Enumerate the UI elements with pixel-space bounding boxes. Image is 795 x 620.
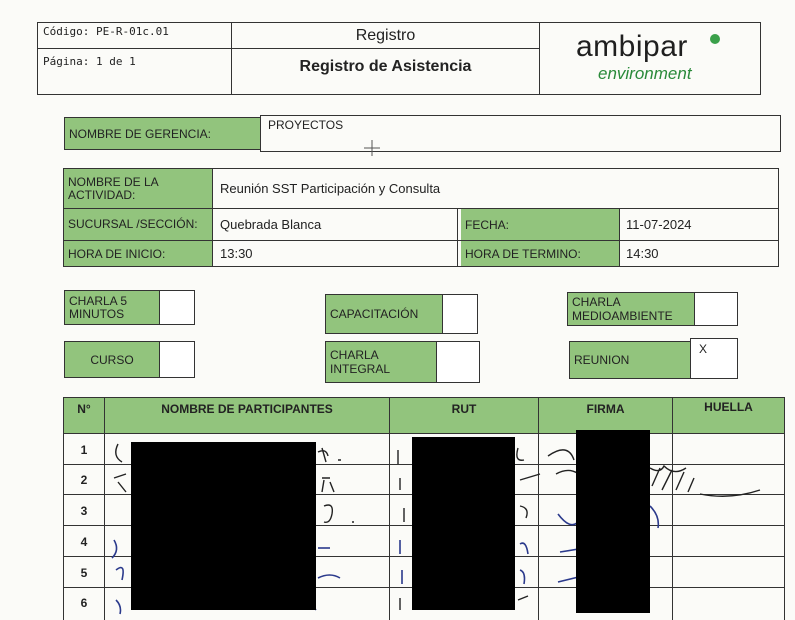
row-number: 3 (80, 503, 88, 518)
branch-value: Quebrada Blanca (220, 217, 322, 232)
row-number: 6 (80, 596, 88, 610)
page-number: Página: 1 de 1 (43, 55, 136, 68)
end-time-value: 14:30 (626, 246, 659, 261)
branch-label: SUCURSAL /SECCIÓN: (64, 209, 212, 240)
redaction-block (412, 437, 515, 610)
col-header-number: N° (77, 402, 91, 416)
col-header-name: NOMBRE DE PARTICIPANTES (161, 402, 333, 416)
redaction-block (576, 430, 650, 613)
type-curso-label: CURSO (64, 341, 160, 378)
activity-name-label: NOMBRE DE LA ACTIVIDAD: (64, 169, 212, 208)
type-integral-label: CHARLA INTEGRAL (325, 341, 437, 383)
management-label: NOMBRE DE GERENCIA: (64, 117, 261, 150)
redaction-block (131, 442, 316, 610)
row-number: 5 (80, 565, 88, 580)
end-time-label: HORA DE TERMINO: (461, 241, 619, 266)
reunion-check-mark: X (699, 342, 708, 356)
page-title: Registro de Asistencia (299, 58, 472, 75)
type-charla5-label: CHARLA 5 MINUTOS (64, 290, 160, 325)
type-reunion-label: REUNION (569, 341, 691, 379)
date-label: FECHA: (461, 209, 619, 240)
row-number: 4 (80, 534, 88, 549)
start-time-label: HORA DE INICIO: (64, 241, 212, 266)
document-code: Código: PE-R-01c.01 (43, 25, 169, 38)
col-header-fingerprint: HUELLA (704, 400, 753, 414)
management-value: PROYECTOS (268, 118, 344, 132)
activity-name-value: Reunión SST Participación y Consulta (220, 181, 441, 196)
row-number: 2 (80, 473, 88, 487)
type-medioambiente-label: CHARLA MEDIOAMBIENTE (567, 292, 695, 326)
type-capacitacion-label: CAPACITACIÓN (325, 294, 443, 334)
date-value: 11-07-2024 (626, 217, 692, 232)
col-header-rut: RUT (451, 402, 477, 416)
col-header-signature: FIRMA (586, 402, 625, 416)
logo-word: ambipar (576, 30, 688, 63)
row-number: 1 (80, 442, 88, 457)
logo-sub: environment (598, 64, 692, 83)
header-title-top: Registro (355, 26, 416, 44)
start-time-value: 13:30 (220, 246, 253, 261)
